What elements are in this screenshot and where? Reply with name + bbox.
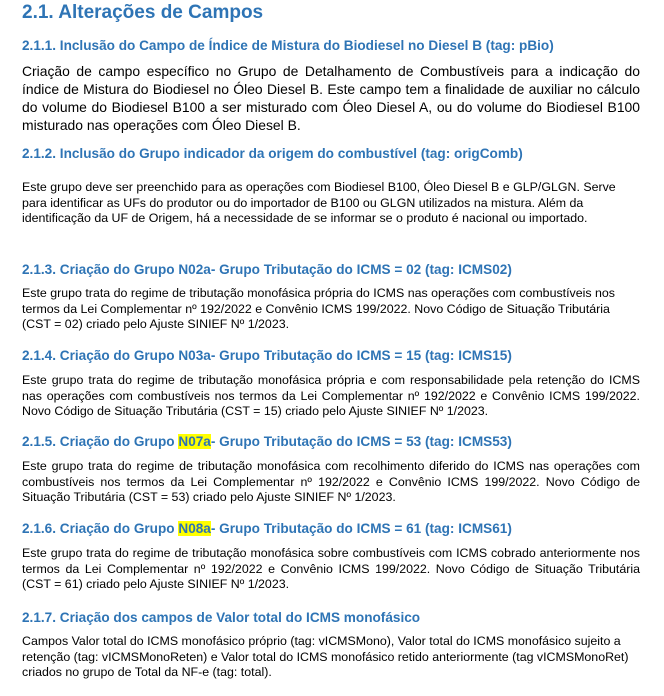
- highlighted-group-code: N07a: [178, 434, 211, 449]
- subsection-title-2-1-1: 2.1.1. Inclusão do Campo de Índice de Mistura do Biodiesel no Diesel B (tag: pBio): [22, 38, 554, 53]
- section-title: 2.1. Alterações de Campos: [22, 2, 264, 23]
- subsection-body-2-1-4: Este grupo trata do regime de tributação monofásica própria e com responsabilidade pela retenção do ICMS nas operações com combustíveis nos termos da Lei Complementar nº 192/2022 e Convênio ICMS 199/2022. Novo Código de Situação Tributária (CST = 15) criado pelo Ajuste SINIEF Nº 1/2023.: [22, 373, 640, 419]
- subsection-title-2-1-4: 2.1.4. Criação do Grupo N03a- Grupo Tributação do ICMS = 15 (tag: ICMS15): [22, 348, 512, 363]
- subsection-title-2-1-3: 2.1.3. Criação do Grupo N02a- Grupo Tributação do ICMS = 02 (tag: ICMS02): [22, 262, 512, 277]
- subsection-title-2-1-5-post: - Grupo Tributação do ICMS = 53 (tag: ICMS53): [210, 434, 512, 449]
- subsection-title-2-1-6: [22, 521, 512, 536]
- subsection-body-2-1-2: Este grupo deve ser preenchido para as operações com Biodiesel B100, Óleo Diesel B e GLP/GLGN. Serve para identificar as UFs do produtor ou do importador de B100 ou GLGN utilizados na mistura. Além da identificação da UF de Origem, há a necessidade de se informar se o produto é nacional ou importado.: [22, 180, 616, 226]
- subsection-title-2-1-2: 2.1.2. Inclusão do Grupo indicador da origem do combustível (tag: origComb): [22, 146, 523, 161]
- subsection-title-2-1-5: [22, 434, 512, 449]
- subsection-title-2-1-5-pre: 2.1.5. Criação do Grupo: [22, 434, 179, 449]
- subsection-title-2-1-6-post: - Grupo Tributação do ICMS = 61 (tag: ICMS61): [210, 521, 512, 536]
- subsection-body-2-1-7: Campos Valor total do ICMS monofásico próprio (tag: vICMSMono), Valor total do ICMS monofásico sujeito a retenção (tag: vICMSMonoReten) e Valor total do ICMS monofásico retido anteriormente (tag vICMSMonoRet) criados no grupo de Total da NF-e (tag: total).: [22, 634, 629, 680]
- subsection-body-2-1-3: Este grupo trata do regime de tributação monofásica própria do ICMS nas operações com combustíveis nos termos da Lei Complementar nº 192/2022 e Convênio ICMS 199/2022. Novo Código de Situação Tributária (CST = 02) criado pelo Ajuste SINIEF Nº 1/2023.: [22, 286, 615, 332]
- subsection-body-2-1-5: Este grupo trata do regime de tributação monofásica com recolhimento diferido do ICMS nas operações com combustíveis nos termos da Lei Complementar nº 192/2022 e Convênio ICMS 199/2022. Novo Código de Situação Tributária (CST = 53) criado pelo Ajuste SINIEF Nº 1/2023.: [22, 459, 640, 505]
- subsection-title-2-1-7: 2.1.7. Criação dos campos de Valor total do ICMS monofásico: [22, 610, 421, 625]
- subsection-body-2-1-1: Criação de campo específico no Grupo de Detalhamento de Combustíveis para a indicação do índice de Mistura do Biodiesel no Óleo Diesel B. Este campo tem a finalidade de auxiliar no cálculo do volume do Biodiesel B100 a ser misturado com Óleo Diesel A, ou do volume do Biodiesel B100 misturado nas operações com Óleo Diesel B.: [22, 63, 640, 133]
- highlighted-group-code: N08a: [178, 521, 211, 536]
- subsection-body-2-1-6: Este grupo trata do regime de tributação monofásica sobre combustíveis com ICMS cobrado anteriormente nos termos da Lei Complementar nº 192/2022 e Convênio ICMS 199/2022. Novo Código de Situação Tributária (CST = 61) criado pelo Ajuste SINIEF Nº 1/2023.: [22, 546, 640, 592]
- subsection-title-2-1-6-pre: 2.1.6. Criação do Grupo: [22, 521, 179, 536]
